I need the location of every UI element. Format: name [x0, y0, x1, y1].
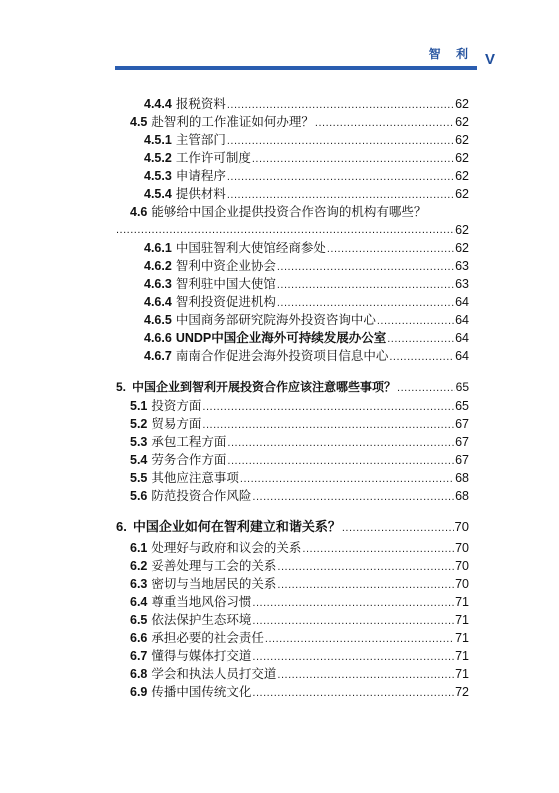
toc-entry-number: 4.5.1 [144, 133, 172, 147]
toc-entry[interactable] [144, 257, 469, 275]
toc-entry-title: 尊重当地风俗习惯 [151, 595, 252, 609]
toc-entry[interactable] [130, 665, 469, 683]
toc-entry-number: 4.6.2 [144, 259, 172, 273]
toc-entry[interactable] [130, 629, 469, 647]
toc-entry-number: 4.6.7 [144, 349, 172, 363]
toc-entry-number: 4.5 [130, 115, 148, 129]
toc-entry-page: 64 [455, 331, 469, 345]
toc-entry-page: 64 [455, 313, 469, 327]
dot-leader [252, 684, 454, 702]
toc-entry[interactable] [144, 167, 469, 185]
toc-entry-title: 懂得与媒体打交道 [151, 649, 252, 663]
toc-entry-number: 6.8 [130, 667, 148, 681]
toc-entry-page: 71 [455, 667, 469, 681]
toc-entry-title: 依法保护生态环境 [151, 613, 252, 627]
toc-entry-page: 67 [455, 453, 469, 467]
toc-entry[interactable] [130, 113, 469, 131]
toc-entry-title: 工作许可制度 [175, 151, 251, 165]
toc-entry-page: 65 [455, 380, 469, 394]
toc-entry-page: 65 [455, 399, 469, 413]
toc-entry-title: 中国企业如何在智利建立和谐关系？ [132, 519, 341, 534]
toc-entry-title: 学会和执法人员打交道 [151, 667, 277, 681]
dot-leader [252, 648, 454, 666]
toc-entry[interactable] [144, 311, 469, 329]
dot-leader [240, 470, 454, 488]
toc-entry-page: 63 [455, 259, 469, 273]
toc-entry[interactable] [144, 185, 469, 203]
toc-entry-title: 报税资料 [175, 97, 226, 111]
toc-entry-number: 4.6.4 [144, 295, 172, 309]
toc-entry[interactable] [144, 293, 469, 311]
toc-entry-number: 6.3 [130, 577, 148, 591]
toc-entry-number: 5.2 [130, 417, 148, 431]
dot-leader [327, 240, 454, 258]
toc-chapter-entry[interactable] [116, 518, 469, 536]
toc-entry-page: 62 [455, 133, 469, 147]
toc-entry-title: UNDP中国企业海外可持续发展办公室 [175, 331, 387, 345]
toc-entry-number: 4.6 [130, 205, 148, 219]
toc-entry-page: 68 [455, 471, 469, 485]
toc-entry-title: 密切与当地居民的关系 [151, 577, 277, 591]
toc-entry-page: 62 [455, 115, 469, 129]
toc-entry[interactable] [130, 557, 469, 575]
toc-entry-page: 62 [455, 97, 469, 111]
toc-entry-number: 5. [116, 380, 127, 394]
toc-entry-page: 67 [455, 417, 469, 431]
toc-entry-number: 4.5.2 [144, 151, 172, 165]
dot-leader [252, 612, 454, 630]
dot-leader [252, 150, 454, 168]
toc-entry-page: 70 [455, 577, 469, 591]
toc-entry[interactable] [130, 487, 469, 505]
toc-entry-title: 劳务合作方面 [151, 453, 227, 467]
toc-entry-continuation[interactable] [116, 221, 469, 239]
dot-leader [315, 114, 454, 132]
toc-entry[interactable] [130, 203, 469, 221]
toc-entry[interactable] [130, 683, 469, 701]
toc-entry[interactable] [130, 469, 469, 487]
toc-entry-title: 妥善处理与工会的关系 [151, 559, 277, 573]
toc-entry[interactable] [130, 539, 469, 557]
toc-entry-title: 提供材料 [175, 187, 226, 201]
toc-entry-page: 70 [455, 559, 469, 573]
toc-entry-page: 68 [455, 489, 469, 503]
toc-chapter-entry[interactable] [116, 378, 469, 396]
header-title: 智 利 [428, 47, 474, 61]
toc-entry-number: 6.1 [130, 541, 148, 555]
toc-entry[interactable] [144, 239, 469, 257]
toc-entry-page: 62 [455, 151, 469, 165]
toc-entry[interactable] [144, 329, 469, 347]
toc-entry-title: 能够给中国企业提供投资合作咨询的机构有哪些？ [151, 205, 427, 219]
toc-entry-page: 62 [455, 169, 469, 183]
dot-leader [227, 168, 454, 186]
toc-entry-title: 中国驻智利大使馆经商参处 [175, 241, 326, 255]
toc-entry-title: 传播中国传统文化 [151, 685, 252, 699]
toc-entry[interactable] [130, 575, 469, 593]
toc-entry[interactable] [144, 149, 469, 167]
toc-entry-page: 62 [455, 223, 469, 237]
dot-leader [277, 666, 454, 684]
toc-entry-page: 63 [455, 277, 469, 291]
toc-entry-number: 6.4 [130, 595, 148, 609]
toc-entry-number: 4.6.1 [144, 241, 172, 255]
toc-entry-title: 防范投资合作风险 [151, 489, 252, 503]
dot-leader [397, 379, 455, 397]
toc-entry[interactable] [130, 415, 469, 433]
dot-leader [302, 540, 454, 558]
dot-leader [252, 488, 454, 506]
toc-entry-number: 5.5 [130, 471, 148, 485]
toc-entry-page: 67 [455, 435, 469, 449]
dot-leader [265, 630, 454, 648]
dot-leader [227, 186, 454, 204]
toc-entry-number: 6.5 [130, 613, 148, 627]
toc-entry-number: 6. [116, 519, 127, 534]
toc-entry-page: 72 [455, 685, 469, 699]
toc-entry-title: 智利驻中国大使馆 [175, 277, 276, 291]
toc-entry-number: 6.9 [130, 685, 148, 699]
dot-leader [227, 434, 454, 452]
toc-entry[interactable] [130, 647, 469, 665]
dot-leader [202, 416, 454, 434]
toc-entry[interactable] [144, 131, 469, 149]
toc-entry-page: 71 [455, 631, 469, 645]
toc-entry-number: 5.4 [130, 453, 148, 467]
toc-entry-number: 5.1 [130, 399, 148, 413]
dot-leader [277, 258, 454, 276]
toc-entry-page: 70 [454, 519, 469, 534]
dot-leader [387, 330, 454, 348]
dot-leader [277, 276, 454, 294]
toc-entry-page: 71 [455, 649, 469, 663]
dot-leader [377, 312, 454, 330]
toc-entry-title: 贸易方面 [151, 417, 202, 431]
toc-entry-page: 64 [455, 295, 469, 309]
page-roman-numeral: V [485, 51, 496, 68]
dot-leader [227, 132, 454, 150]
toc-entry-title: 中国企业到智利开展投资合作应该注意哪些事项？ [132, 380, 397, 394]
toc-entry-page: 62 [455, 241, 469, 255]
dot-leader [277, 576, 454, 594]
toc-entry-title: 申请程序 [175, 169, 226, 183]
toc-entry-title: 投资方面 [151, 399, 202, 413]
toc-entry-number: 4.6.3 [144, 277, 172, 291]
dot-leader [227, 452, 454, 470]
toc-entry-number: 5.3 [130, 435, 148, 449]
dot-leader [227, 96, 454, 114]
toc-entry-title: 承担必要的社会责任 [151, 631, 264, 645]
toc-entry-title: 承包工程方面 [151, 435, 227, 449]
toc-entry-title: 南南合作促进会海外投资项目信息中心 [175, 349, 389, 363]
dot-leader [277, 294, 454, 312]
toc-entry-title: 处理好与政府和议会的关系 [151, 541, 302, 555]
toc-entry-title: 主管部门 [175, 133, 226, 147]
toc-entry[interactable] [130, 451, 469, 469]
toc-entry[interactable] [130, 611, 469, 629]
toc-entry-number: 6.6 [130, 631, 148, 645]
toc-entry-title: 中国商务部研究院海外投资咨询中心 [175, 313, 376, 327]
dot-leader [116, 221, 455, 239]
toc-entry-number: 4.4.4 [144, 97, 172, 111]
toc-entry-page: 64 [455, 349, 469, 363]
toc-entry-number: 4.6.5 [144, 313, 172, 327]
toc-entry[interactable] [130, 433, 469, 451]
toc-entry-page: 70 [455, 541, 469, 555]
dot-leader [252, 594, 454, 612]
dot-leader [389, 348, 454, 366]
toc-entry-number: 5.6 [130, 489, 148, 503]
toc-entry-number: 4.6.6 [144, 331, 172, 345]
dot-leader [202, 398, 454, 416]
toc-entry[interactable] [130, 593, 469, 611]
toc-entry[interactable] [144, 347, 469, 365]
toc-entry-number: 4.5.3 [144, 169, 172, 183]
toc-entry-page: 71 [455, 613, 469, 627]
toc-entry-number: 6.7 [130, 649, 148, 663]
toc-entry-title: 智利中资企业协会 [175, 259, 276, 273]
toc-entry-number: 6.2 [130, 559, 148, 573]
toc-entry-title: 智利投资促进机构 [175, 295, 276, 309]
toc-entry-number: 4.5.4 [144, 187, 172, 201]
toc-entry[interactable] [130, 397, 469, 415]
toc-entry-page: 62 [455, 187, 469, 201]
toc-entry-title: 其他应注意事项 [151, 471, 239, 485]
toc-entry[interactable] [144, 95, 469, 113]
dot-leader [277, 558, 454, 576]
toc-entry-title: 赴智利的工作准证如何办理？ [151, 115, 314, 129]
dot-leader [342, 519, 454, 537]
toc-entry-page: 71 [455, 595, 469, 609]
toc-entry[interactable] [144, 275, 469, 293]
